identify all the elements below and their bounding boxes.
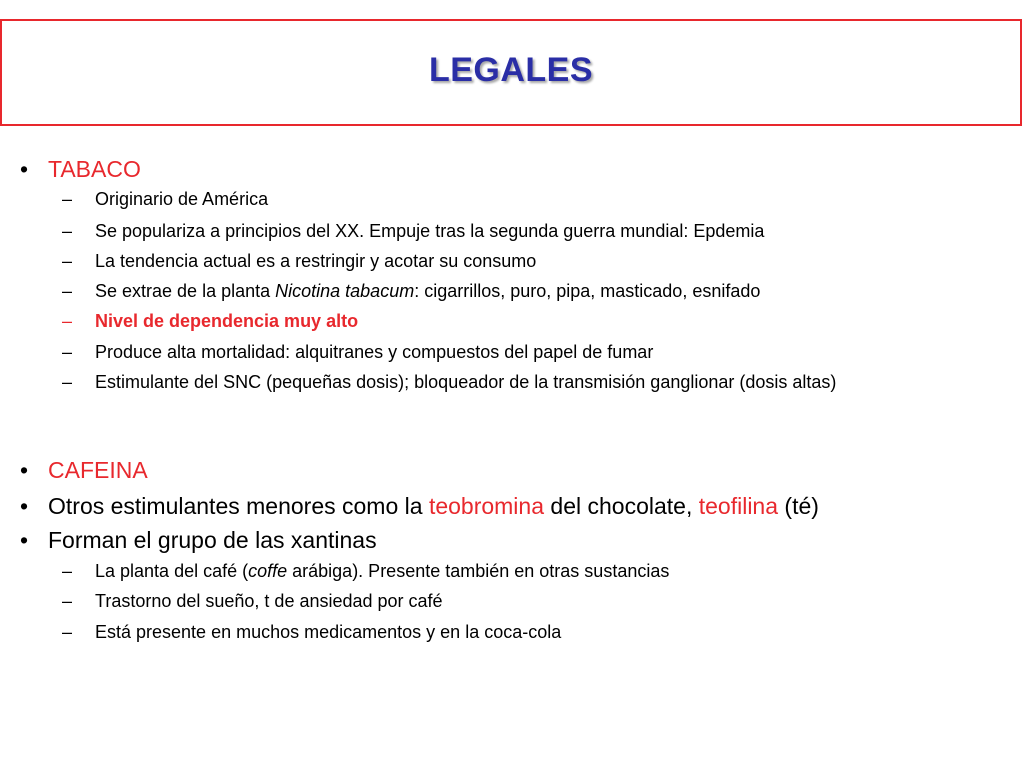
dash: – [62, 372, 73, 392]
species-name: coffe [248, 561, 288, 581]
otros-estimulantes-text [48, 493, 819, 520]
dash: – [62, 251, 73, 271]
tabaco-item-text: La tendencia actual es a restringir y acotar su consumo [95, 251, 537, 271]
dash: – [62, 221, 73, 241]
text-part: : cigarrillos, puro, pipa, masticado, esnifado [414, 281, 761, 301]
bullet-dot: • [20, 457, 29, 483]
dash: – [62, 561, 73, 581]
tabaco-item-text: Se populariza a principios del XX. Empuje tras la segunda guerra mundial: Epdemia [95, 221, 765, 241]
text-part: arábiga). Presente también en otras sustancias [287, 561, 670, 581]
text-part: Otros estimulantes menores como la [48, 493, 429, 519]
tabaco-item-text [95, 281, 982, 302]
dash: – [62, 281, 73, 301]
tabaco-item-text: Estimulante del SNC (pequeñas dosis); bloqueador de la transmisión ganglionar (dosis altas) [95, 372, 837, 392]
heading-tabaco: TABACO [48, 156, 141, 182]
heading-cafeina: CAFEINA [48, 457, 148, 483]
dash: – [62, 591, 73, 611]
cafeina-item-text: Está presente en muchos medicamentos y en la coca-cola [95, 622, 562, 642]
dash: – [62, 342, 73, 362]
tabaco-item-text-highlight: Nivel de dependencia muy alto [95, 311, 359, 331]
bullet-dot: • [20, 156, 29, 182]
dash: – [62, 189, 73, 209]
text-part: del chocolate, [544, 493, 699, 519]
text-part: Se extrae de la planta [95, 281, 276, 301]
teofilina-term: teofilina [698, 493, 779, 519]
dash: – [62, 622, 73, 642]
cafeina-item-text [95, 561, 982, 582]
xantinas-text: Forman el grupo de las xantinas [48, 527, 377, 553]
cafeina-item-text: Trastorno del sueño, t de ansiedad por café [95, 591, 443, 611]
tabaco-item-text: Originario de América [95, 189, 269, 209]
text-part: La planta del café ( [95, 561, 249, 581]
bullet-dot: • [20, 493, 29, 519]
text-part: (té) [778, 493, 819, 519]
bullet-dot: • [20, 527, 29, 553]
dash: – [62, 311, 73, 331]
teobromina-term: teobromina [428, 493, 545, 519]
species-name: Nicotina tabacum [275, 281, 415, 301]
tabaco-item-text: Produce alta mortalidad: alquitranes y compuestos del papel de fumar [95, 342, 654, 362]
slide-title: LEGALES [428, 51, 594, 89]
